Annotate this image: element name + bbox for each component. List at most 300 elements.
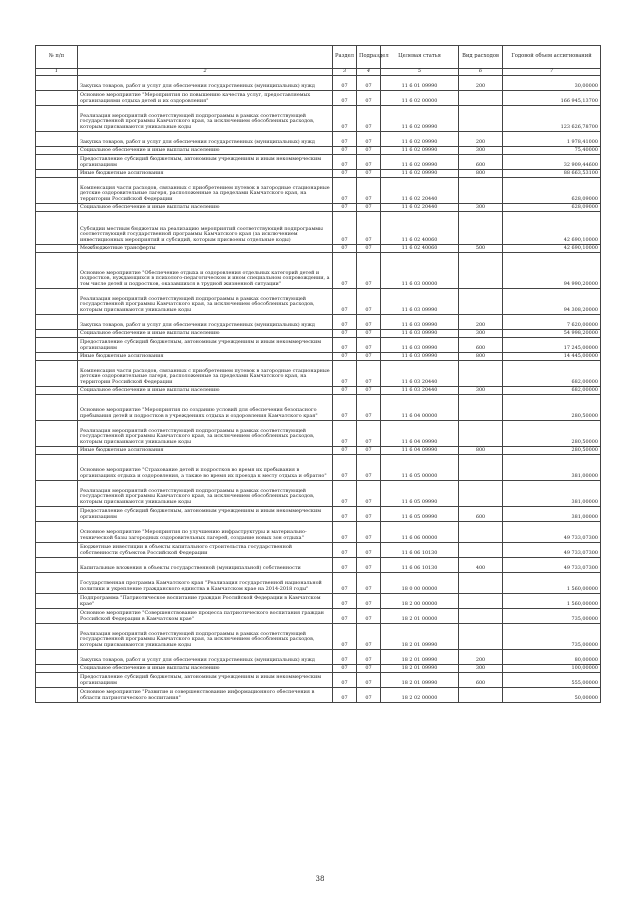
row-expense-type <box>459 522 503 543</box>
table-row <box>36 155 601 170</box>
row-number <box>36 204 78 212</box>
row-subsection: 07 <box>357 688 381 703</box>
row-target-article: 11 6 02 20440 <box>381 204 459 212</box>
row-expense-type: 600 <box>459 673 503 688</box>
row-number <box>36 665 78 673</box>
row-amount: 735,00000 <box>503 609 601 624</box>
row-subsection: 07 <box>357 170 381 178</box>
header-section: Раздел <box>333 46 357 69</box>
row-number <box>36 147 78 155</box>
row-name: Социальное обеспечение и иные выплаты населению <box>78 147 333 155</box>
header-expense-type: Вид расходов <box>459 46 503 69</box>
row-amount: 1 560,00000 <box>503 594 601 609</box>
row-subsection: 07 <box>357 447 381 455</box>
row-target-article: 11 6 03 20440 <box>381 361 459 387</box>
row-expense-type: 400 <box>459 558 503 573</box>
row-expense-type: 600 <box>459 507 503 522</box>
table-row <box>36 421 601 447</box>
row-subsection: 07 <box>357 76 381 91</box>
budget-table <box>35 45 601 703</box>
row-target-article: 18 2 02 00000 <box>381 688 459 703</box>
row-target-article: 11 6 02 20440 <box>381 178 459 204</box>
row-expense-type: 800 <box>459 170 503 178</box>
row-expense-type <box>459 178 503 204</box>
row-amount: 49 733,07300 <box>503 543 601 558</box>
row-number <box>36 387 78 395</box>
row-name: Основное мероприятие "Мероприятия по повышению качества услуг, предоставляемых организациями отдыха детей и их оздоровления" <box>78 91 333 106</box>
row-target-article: 11 6 02 09990 <box>381 170 459 178</box>
row-name: Социальное обеспечение и иные выплаты населению <box>78 387 333 395</box>
row-amount: 50,00000 <box>503 688 601 703</box>
row-expense-type <box>459 688 503 703</box>
row-expense-type <box>459 361 503 387</box>
row-name: Реализация мероприятий соответствующей подпрограммы в рамках соответствующей государственной программы Камчатского края, за исключением обособленных расходов, которым присваиваются уникальные коды <box>78 624 333 650</box>
row-subsection: 07 <box>357 253 381 289</box>
row-expense-type: 200 <box>459 76 503 91</box>
row-target-article: 11 6 03 09990 <box>381 330 459 338</box>
row-amount: 94 308,20000 <box>503 289 601 315</box>
row-name: Основное мероприятие "Мероприятия по улучшению инфраструктуры и материально-технической базы загородных оздоровительных лагерей, создание новых зон отдыха" <box>78 522 333 543</box>
row-section: 07 <box>333 507 357 522</box>
header-number: № п/п <box>36 46 78 69</box>
row-number <box>36 353 78 361</box>
table-body <box>36 76 601 703</box>
row-amount: 94 990,20000 <box>503 253 601 289</box>
row-section: 07 <box>333 147 357 155</box>
row-section: 07 <box>333 106 357 132</box>
row-name: Закупка товаров, работ и услуг для обеспечения государственных (муниципальных) нужд <box>78 132 333 147</box>
row-section: 07 <box>333 688 357 703</box>
column-number: 3 <box>333 69 357 76</box>
row-amount: 628,09000 <box>503 178 601 204</box>
row-number <box>36 253 78 289</box>
row-target-article: 11 6 03 09990 <box>381 289 459 315</box>
table-row <box>36 573 601 594</box>
row-expense-type <box>459 91 503 106</box>
table-row <box>36 245 601 253</box>
row-section: 07 <box>333 387 357 395</box>
column-number: 2 <box>78 69 333 76</box>
row-subsection: 07 <box>357 673 381 688</box>
row-target-article: 11 6 03 09990 <box>381 315 459 330</box>
row-section: 07 <box>333 609 357 624</box>
row-expense-type <box>459 395 503 421</box>
row-section: 07 <box>333 253 357 289</box>
row-amount: 682,00000 <box>503 361 601 387</box>
row-name: Иные бюджетные ассигнования <box>78 447 333 455</box>
row-subsection: 07 <box>357 481 381 507</box>
row-target-article: 11 6 02 09990 <box>381 132 459 147</box>
table-row <box>36 338 601 353</box>
row-section: 07 <box>333 76 357 91</box>
row-amount: 555,00000 <box>503 673 601 688</box>
row-target-article: 11 6 02 09990 <box>381 155 459 170</box>
row-number <box>36 170 78 178</box>
column-number: 1 <box>36 69 78 76</box>
header-name <box>78 46 333 69</box>
table-row <box>36 481 601 507</box>
row-amount: 88 663,53100 <box>503 170 601 178</box>
row-section: 07 <box>333 421 357 447</box>
row-name: Субсидии местным бюджетам на реализацию мероприятий соответствующей подпрограммы соответствующей государственной программы Камчатского края (за исключением инвестиционных мероприятий и субсидий, которым присвоены отдельные коды) <box>78 212 333 245</box>
table-row <box>36 395 601 421</box>
row-section: 07 <box>333 170 357 178</box>
row-number <box>36 481 78 507</box>
row-number <box>36 673 78 688</box>
row-name: Капитальные вложения в объекты государственной (муниципальной) собственности <box>78 558 333 573</box>
row-subsection: 07 <box>357 558 381 573</box>
row-subsection: 07 <box>357 106 381 132</box>
row-number <box>36 395 78 421</box>
row-subsection: 07 <box>357 155 381 170</box>
row-section: 07 <box>333 338 357 353</box>
row-name: Закупка товаров, работ и услуг для обеспечения государственных (муниципальных) нужд <box>78 650 333 665</box>
row-number <box>36 688 78 703</box>
table-row <box>36 673 601 688</box>
row-number <box>36 594 78 609</box>
row-section: 07 <box>333 395 357 421</box>
row-expense-type: 800 <box>459 353 503 361</box>
row-number <box>36 558 78 573</box>
row-section: 07 <box>333 91 357 106</box>
row-expense-type: 600 <box>459 155 503 170</box>
row-number <box>36 132 78 147</box>
row-name: Бюджетные инвестиции в объекты капитального строительства государственной собственности субъектов Российской Федерации <box>78 543 333 558</box>
row-number <box>36 447 78 455</box>
table-row <box>36 253 601 289</box>
row-target-article: 18 2 01 09990 <box>381 624 459 650</box>
row-expense-type: 200 <box>459 132 503 147</box>
row-section: 07 <box>333 455 357 481</box>
row-target-article: 11 6 02 09990 <box>381 147 459 155</box>
table-row <box>36 507 601 522</box>
row-target-article: 18 2 01 09990 <box>381 650 459 665</box>
row-target-article: 11 6 03 09990 <box>381 353 459 361</box>
row-subsection: 07 <box>357 289 381 315</box>
row-number <box>36 330 78 338</box>
table-row <box>36 522 601 543</box>
row-name: Компенсация части расходов, связанных с приобретением путевок в загородные стационарные детские оздоровительные лагеря, расположенные за пределами Камчатского края, на территории Российской Федерации <box>78 361 333 387</box>
row-expense-type: 200 <box>459 650 503 665</box>
row-expense-type <box>459 573 503 594</box>
row-amount: 166 945,13700 <box>503 91 601 106</box>
row-section: 07 <box>333 573 357 594</box>
row-name: Закупка товаров, работ и услуг для обеспечения государственных (муниципальных) нужд <box>78 76 333 91</box>
row-subsection: 07 <box>357 624 381 650</box>
row-number <box>36 178 78 204</box>
row-name: Основное мероприятие "Мероприятия по созданию условий для обеспечения безопасного пребывания детей и подростков в учреждениях отдыха и оздоровления Камчатского края" <box>78 395 333 421</box>
row-expense-type: 300 <box>459 387 503 395</box>
row-subsection: 07 <box>357 315 381 330</box>
row-expense-type <box>459 421 503 447</box>
row-subsection: 07 <box>357 212 381 245</box>
row-subsection: 07 <box>357 665 381 673</box>
row-amount: 49 733,07300 <box>503 522 601 543</box>
row-name: Основное мероприятие "Развитие и совершенствование информационного обеспечения в области патриотического воспитания" <box>78 688 333 703</box>
row-expense-type: 800 <box>459 447 503 455</box>
row-target-article: 18 2 01 00000 <box>381 609 459 624</box>
row-expense-type: 500 <box>459 245 503 253</box>
row-number <box>36 609 78 624</box>
table-row <box>36 132 601 147</box>
row-section: 07 <box>333 665 357 673</box>
row-target-article: 11 6 01 09990 <box>381 76 459 91</box>
row-section: 07 <box>333 558 357 573</box>
row-expense-type: 300 <box>459 330 503 338</box>
row-subsection: 07 <box>357 353 381 361</box>
row-subsection: 07 <box>357 650 381 665</box>
row-amount: 42 690,10000 <box>503 245 601 253</box>
column-number: 6 <box>459 69 503 76</box>
row-number <box>36 289 78 315</box>
row-section: 07 <box>333 315 357 330</box>
row-number <box>36 421 78 447</box>
row-subsection: 07 <box>357 522 381 543</box>
row-number <box>36 338 78 353</box>
row-section: 07 <box>333 178 357 204</box>
row-expense-type <box>459 289 503 315</box>
row-expense-type <box>459 455 503 481</box>
row-subsection: 07 <box>357 361 381 387</box>
row-target-article: 11 6 06 00000 <box>381 522 459 543</box>
row-target-article: 18 2 00 00000 <box>381 594 459 609</box>
row-subsection: 07 <box>357 507 381 522</box>
table-row <box>36 289 601 315</box>
page-number: 38 <box>315 875 325 883</box>
row-subsection: 07 <box>357 245 381 253</box>
row-section: 07 <box>333 212 357 245</box>
row-number <box>36 624 78 650</box>
row-expense-type <box>459 594 503 609</box>
table-header-row <box>36 46 601 69</box>
row-amount: 32 909,44600 <box>503 155 601 170</box>
row-name: Предоставление субсидий бюджетным, автономным учреждениям и иным некоммерческим организациям <box>78 338 333 353</box>
row-name: Предоставление субсидий бюджетным, автономным учреждениям и иным некоммерческим организациям <box>78 155 333 170</box>
row-target-article: 11 6 05 00000 <box>381 455 459 481</box>
row-amount: 735,00000 <box>503 624 601 650</box>
row-number <box>36 507 78 522</box>
row-target-article: 11 6 02 40060 <box>381 245 459 253</box>
table-row <box>36 361 601 387</box>
row-name: Межбюджетные трансферты <box>78 245 333 253</box>
row-number <box>36 650 78 665</box>
row-section: 07 <box>333 353 357 361</box>
row-amount: 17 245,00000 <box>503 338 601 353</box>
row-amount: 123 626,78700 <box>503 106 601 132</box>
row-number <box>36 91 78 106</box>
row-name: Государственная программа Камчатского края "Реализация государственной национальной политики и укрепление гражданского единства в Камчатском крае на 2014-2018 годы" <box>78 573 333 594</box>
row-amount: 381,00000 <box>503 507 601 522</box>
row-target-article: 11 6 04 09990 <box>381 447 459 455</box>
row-name: Социальное обеспечение и иные выплаты населению <box>78 204 333 212</box>
row-target-article: 11 6 06 10130 <box>381 558 459 573</box>
row-name: Предоставление субсидий бюджетным, автономным учреждениям и иным некоммерческим организациям <box>78 507 333 522</box>
row-section: 07 <box>333 650 357 665</box>
table-row <box>36 170 601 178</box>
row-subsection: 07 <box>357 132 381 147</box>
row-amount: 14 445,00000 <box>503 353 601 361</box>
row-expense-type <box>459 543 503 558</box>
row-expense-type: 300 <box>459 665 503 673</box>
row-expense-type: 600 <box>459 338 503 353</box>
row-section: 07 <box>333 289 357 315</box>
row-expense-type: 200 <box>459 315 503 330</box>
table-row <box>36 91 601 106</box>
row-subsection: 07 <box>357 609 381 624</box>
row-amount: 49 733,07300 <box>503 558 601 573</box>
row-expense-type <box>459 106 503 132</box>
row-subsection: 07 <box>357 91 381 106</box>
row-name: Компенсация части расходов, связанных с приобретением путевок в загородные стационарные детские оздоровительные лагеря, расположенные за пределами Камчатского края, на территории Российской Федерации <box>78 178 333 204</box>
row-amount: 381,00000 <box>503 481 601 507</box>
row-number <box>36 106 78 132</box>
row-amount: 628,09000 <box>503 204 601 212</box>
table-row <box>36 212 601 245</box>
table-row <box>36 353 601 361</box>
row-subsection: 07 <box>357 594 381 609</box>
table-row <box>36 624 601 650</box>
row-name: Иные бюджетные ассигнования <box>78 353 333 361</box>
row-target-article: 11 6 04 00000 <box>381 395 459 421</box>
row-name: Социальное обеспечение и иные выплаты населению <box>78 665 333 673</box>
row-expense-type <box>459 481 503 507</box>
row-amount: 280,50000 <box>503 447 601 455</box>
table-row <box>36 315 601 330</box>
row-amount: 381,00000 <box>503 455 601 481</box>
row-section: 07 <box>333 673 357 688</box>
row-number <box>36 361 78 387</box>
row-subsection: 07 <box>357 395 381 421</box>
row-section: 07 <box>333 245 357 253</box>
row-target-article: 11 6 06 10130 <box>381 543 459 558</box>
row-target-article: 11 6 03 20440 <box>381 387 459 395</box>
row-section: 07 <box>333 361 357 387</box>
row-subsection: 07 <box>357 543 381 558</box>
row-amount: 280,50000 <box>503 395 601 421</box>
row-number <box>36 543 78 558</box>
table-row <box>36 543 601 558</box>
row-number <box>36 573 78 594</box>
table-row <box>36 447 601 455</box>
row-name: Подпрограмма "Патриотическое воспитание граждан Российской Федерации в Камчатском крае" <box>78 594 333 609</box>
row-name: Реализация мероприятий соответствующей подпрограммы в рамках соответствующей государственной программы Камчатского края, за исключением обособленных расходов, которым присваиваются уникальные коды <box>78 106 333 132</box>
column-number-row <box>36 69 601 76</box>
row-section: 07 <box>333 522 357 543</box>
row-expense-type <box>459 253 503 289</box>
table-row <box>36 594 601 609</box>
row-amount: 54 998,20000 <box>503 330 601 338</box>
row-expense-type <box>459 212 503 245</box>
row-target-article: 18 2 01 09990 <box>381 665 459 673</box>
row-number <box>36 455 78 481</box>
column-number: 7 <box>503 69 601 76</box>
row-section: 07 <box>333 481 357 507</box>
row-section: 07 <box>333 155 357 170</box>
row-subsection: 07 <box>357 387 381 395</box>
row-section: 07 <box>333 132 357 147</box>
column-number: 4 <box>357 69 381 76</box>
row-name: Реализация мероприятий соответствующей подпрограммы в рамках соответствующей государственной программы Камчатского края, за исключением обособленных расходов, которым присваиваются уникальные коды <box>78 289 333 315</box>
row-name: Реализация мероприятий соответствующей подпрограммы в рамках соответствующей государственной программы Камчатского края, за исключением обособленных расходов, которым присваиваются уникальные коды <box>78 481 333 507</box>
row-subsection: 07 <box>357 421 381 447</box>
row-name: Предоставление субсидий бюджетным, автономным учреждениям и иным некоммерческим организациям <box>78 673 333 688</box>
table-row <box>36 455 601 481</box>
row-subsection: 07 <box>357 147 381 155</box>
row-target-article: 11 6 02 09990 <box>381 106 459 132</box>
row-amount: 100,00000 <box>503 665 601 673</box>
row-amount: 30,00000 <box>503 76 601 91</box>
row-target-article: 11 6 05 09990 <box>381 507 459 522</box>
row-target-article: 11 6 02 40060 <box>381 212 459 245</box>
table-row <box>36 665 601 673</box>
row-section: 07 <box>333 543 357 558</box>
table-row <box>36 178 601 204</box>
row-target-article: 11 6 04 09990 <box>381 421 459 447</box>
column-number: 5 <box>381 69 459 76</box>
row-amount: 1 978,41000 <box>503 132 601 147</box>
row-target-article: 18 0 00 00000 <box>381 573 459 594</box>
row-amount: 7 620,00000 <box>503 315 601 330</box>
row-section: 07 <box>333 447 357 455</box>
table-row <box>36 76 601 91</box>
row-expense-type <box>459 624 503 650</box>
row-name: Основное мероприятие "Совершенствование процесса патриотического воспитания граждан Российской Федерации в Камчатском крае" <box>78 609 333 624</box>
row-expense-type: 300 <box>459 147 503 155</box>
row-name: Реализация мероприятий соответствующей подпрограммы в рамках соответствующей государственной программы Камчатского края, за исключением обособленных расходов, которым присваиваются уникальные коды <box>78 421 333 447</box>
table-row <box>36 609 601 624</box>
row-name: Основное мероприятие "Страхование детей и подростков во время их пребывания в организациях отдыха и оздоровления, а также во время их проезда к месту отдыха и обратно" <box>78 455 333 481</box>
table-row <box>36 147 601 155</box>
row-target-article: 11 6 02 00000 <box>381 91 459 106</box>
row-subsection: 07 <box>357 455 381 481</box>
row-section: 07 <box>333 330 357 338</box>
row-subsection: 07 <box>357 338 381 353</box>
row-amount: 280,50000 <box>503 421 601 447</box>
row-number <box>36 155 78 170</box>
table-row <box>36 688 601 703</box>
table-row <box>36 387 601 395</box>
row-amount: 80,00000 <box>503 650 601 665</box>
row-number <box>36 315 78 330</box>
row-number <box>36 245 78 253</box>
row-number <box>36 76 78 91</box>
row-section: 07 <box>333 624 357 650</box>
row-section: 07 <box>333 204 357 212</box>
header-annual-amount: Годовой объем ассигнований <box>503 46 601 69</box>
row-expense-type: 300 <box>459 204 503 212</box>
row-amount: 1 560,00000 <box>503 573 601 594</box>
header-subsection: Подраздел <box>357 46 381 69</box>
row-name: Иные бюджетные ассигнования <box>78 170 333 178</box>
row-expense-type <box>459 609 503 624</box>
row-amount: 75,40000 <box>503 147 601 155</box>
row-name: Закупка товаров, работ и услуг для обеспечения государственных (муниципальных) нужд <box>78 315 333 330</box>
row-amount: 42 690,10000 <box>503 212 601 245</box>
table-row <box>36 330 601 338</box>
row-target-article: 11 6 03 00000 <box>381 253 459 289</box>
row-subsection: 07 <box>357 178 381 204</box>
header-target-article: Целевая статья <box>381 46 459 69</box>
row-number <box>36 522 78 543</box>
table-row <box>36 650 601 665</box>
table-row <box>36 106 601 132</box>
row-name: Основное мероприятие "Обеспечение отдыха и оздоровления отдельных категорий детей и подростков, нуждающихся в психолого-педагогическом и ином специальном сопровождении, а том числе детей и подростков, оказавшихся в трудной жизненной ситуации" <box>78 253 333 289</box>
row-subsection: 07 <box>357 204 381 212</box>
table-row <box>36 204 601 212</box>
row-target-article: 11 6 03 09990 <box>381 338 459 353</box>
row-number <box>36 212 78 245</box>
row-subsection: 07 <box>357 330 381 338</box>
